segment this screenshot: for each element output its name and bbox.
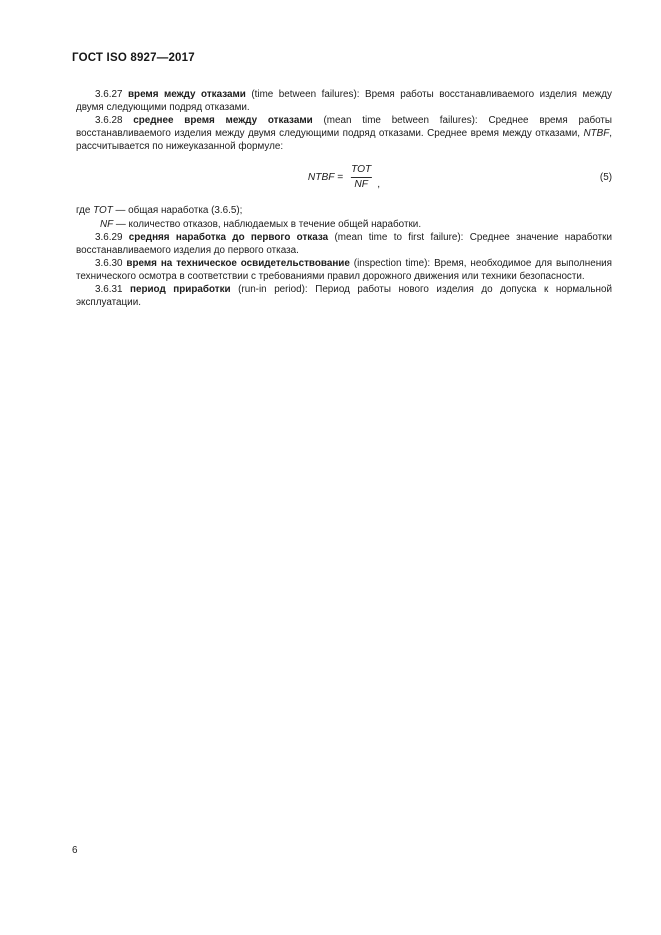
definition-entry-3-6-27 — [76, 88, 612, 114]
entry-symbol: NTBF — [583, 128, 610, 140]
equation-number: (5) — [599, 172, 612, 184]
formula-left-hand-side: NTBF = — [307, 172, 344, 183]
formula-trailing-comma: , — [377, 178, 381, 190]
entry-term: время на техническое освидетельствование — [126, 257, 350, 269]
entry-term: среднее время между отказами — [133, 115, 313, 127]
definition-entry-3-6-30 — [76, 257, 612, 283]
symbol-definition-item — [76, 218, 612, 231]
definition-entry-3-6-29 — [76, 231, 612, 257]
entry-definition-text: Время работы восстанавливаемого изделия между двумя следующими подряд отказами. — [76, 89, 612, 114]
entry-term: время между отказами — [127, 89, 246, 100]
entry-english-equivalent: (mean time between failures): — [323, 115, 478, 127]
entry-number: 3.6.29 — [95, 231, 123, 243]
entry-english-equivalent: (mean time to first failure): — [334, 231, 464, 243]
definition-entry-3-6-28 — [76, 114, 612, 153]
formula-ntbf — [308, 164, 380, 190]
symbol-name: TOT — [93, 205, 113, 217]
entry-number: 3.6.31 — [95, 284, 123, 296]
entry-number: 3.6.27 — [95, 89, 123, 100]
symbol-description: количество отказов, наблюдаемых в течение общей наработки. — [128, 218, 422, 230]
formula-fraction — [347, 164, 375, 190]
entry-number: 3.6.28 — [95, 115, 123, 127]
entry-definition-text: Среднее время работы восстанавливаемого изделия между двумя следующими подряд отказами. Среднее время между отказами, — [76, 115, 612, 140]
running-header: ГОСТ ISO 8927—2017 — [72, 52, 195, 64]
entry-english-equivalent: (inspection time): — [353, 257, 431, 269]
symbol-definitions-list — [76, 204, 612, 230]
entry-definition-text: Период работы нового изделия до допуска к нормальной эксплуатации. — [76, 284, 612, 309]
formula-denominator: NF — [350, 177, 372, 191]
symbol-definition-item — [76, 204, 612, 217]
symbol-name: NF — [100, 218, 114, 230]
entry-definition-text: Среднее значение наработки восстанавливаемого изделия до первого отказа. — [76, 231, 612, 256]
entry-english-equivalent: (run-in period): — [238, 284, 308, 296]
formula-block — [76, 162, 612, 196]
symbol-dash: — — [115, 205, 126, 217]
entry-term: средняя наработка до первого отказа — [128, 231, 329, 243]
symbol-description: общая наработка (3.6.5); — [128, 205, 243, 217]
where-label: где — [76, 205, 91, 217]
entry-definition-text: Время, необходимое для выполнения технического осмотра в соответствии с требованиями правил дорожного движения или техники безопасности. — [76, 257, 613, 282]
entry-term: период приработки — [130, 284, 231, 296]
definition-entry-3-6-31 — [76, 283, 612, 309]
entry-definition-text-cont: , рассчитывается по нижеуказанной формуле: — [76, 128, 612, 153]
entry-number: 3.6.30 — [95, 257, 123, 269]
body-content — [76, 88, 612, 309]
formula-numerator: TOT — [351, 164, 372, 176]
page-number: 6 — [72, 845, 78, 856]
symbol-dash: — — [115, 218, 126, 230]
entry-english-equivalent: (time between failures): — [251, 89, 360, 100]
